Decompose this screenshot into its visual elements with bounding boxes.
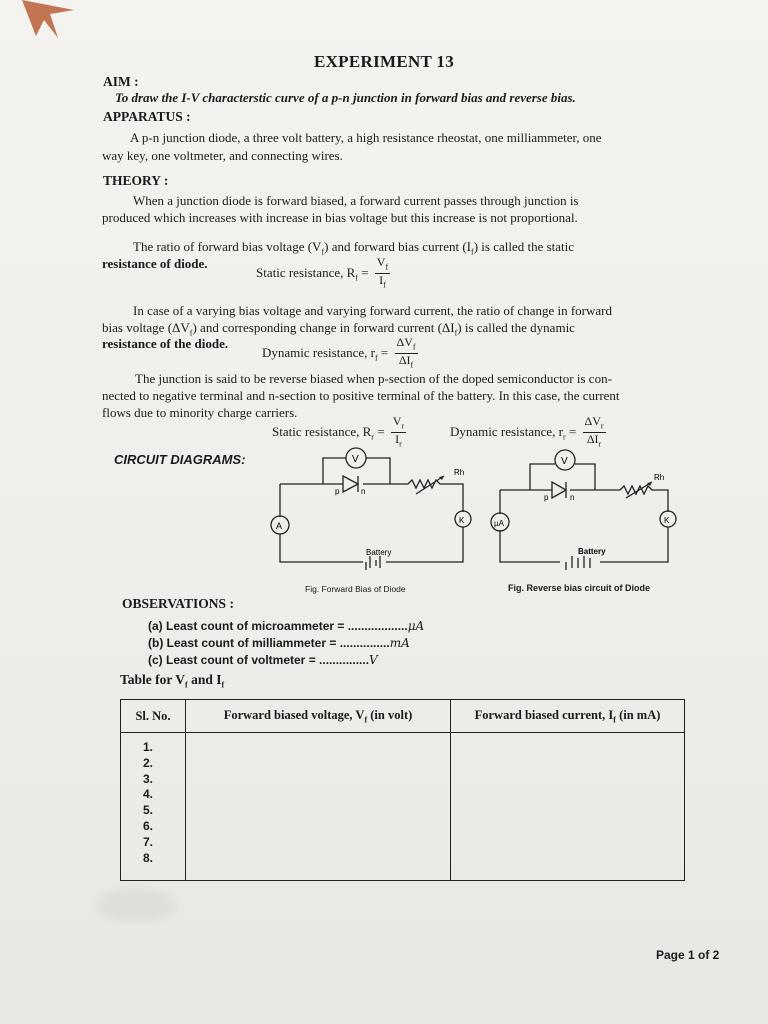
torn-corner bbox=[22, 0, 82, 50]
apparatus-line-2: way key, one voltmeter, and connecting wires. bbox=[102, 148, 343, 163]
table-body-row bbox=[121, 733, 685, 881]
table-header-row bbox=[121, 700, 685, 733]
theory-p1-line-2: produced which increases with increase in bias voltage but this increase is not proportional. bbox=[102, 210, 578, 225]
voltmeter-label: V bbox=[352, 454, 359, 465]
theory-p2-line-1: The ratio of forward bias voltage $(V_f)$ and forward bias current $(I_f)$ is called the static bbox=[133, 239, 575, 257]
table-row: 8. bbox=[143, 850, 154, 865]
table-row: 7. bbox=[143, 834, 154, 849]
static-resistance-reverse: Static resistance, $R_r$ = $\frac{V_r}{I_r}$ bbox=[272, 414, 405, 449]
ammeter-label: A bbox=[276, 521, 283, 531]
serial-numbers bbox=[121, 733, 186, 881]
rheostat-label-2: Rh bbox=[654, 473, 665, 482]
theory-p1-line-1: When a junction diode is forward biased, a forward current passes through junction is bbox=[133, 193, 579, 208]
theory-p3-line-2: bias voltage $(\Delta V_f)$ and corresponding change in forward current $(\Delta I_f)$ is called the dynamic bbox=[102, 320, 575, 338]
least-count-voltmeter: (c) Least count of voltmeter = ...............V bbox=[148, 653, 378, 667]
table-row: 1. bbox=[143, 740, 154, 754]
least-count-milliammeter: (b) Least count of milliammeter = ...............mA bbox=[148, 636, 410, 650]
table-row: 4. bbox=[143, 787, 154, 802]
col-sl-no: Sl. No. bbox=[121, 700, 186, 733]
n-label: n bbox=[361, 487, 366, 496]
voltage-cells bbox=[186, 733, 451, 881]
n-label-2: n bbox=[570, 493, 575, 502]
dynamic-resistance-forward: Dynamic resistance, $r_f$ = $\frac{\Delta V_f}{\Delta I_f}$ bbox=[262, 335, 416, 370]
table-row: 2. bbox=[143, 755, 154, 770]
apparatus-heading: APPARATUS : bbox=[103, 109, 191, 124]
table-row: 6. bbox=[143, 818, 154, 833]
dynamic-resistance-reverse: Dynamic resistance, $r_r$ = $\frac{\Delta V_r}{\Delta I_r}$ bbox=[450, 414, 604, 449]
rheostat-label: Rh bbox=[454, 468, 465, 477]
apparatus-line-1: A p-n junction diode, a three volt battery, a high resistance rheostat, one milliammeter, one bbox=[130, 130, 602, 145]
forward-figure-caption: Fig. Forward Bias of Diode bbox=[305, 584, 406, 594]
observation-table bbox=[120, 699, 685, 881]
page-title: EXPERIMENT 13 bbox=[313, 52, 455, 71]
battery-label: Battery bbox=[366, 548, 392, 557]
aim-text: To draw the I-V characterstic curve of a p-n junction in forward bias and reverse bias. bbox=[115, 90, 576, 105]
static-resistance-forward: Static resistance, $R_f$ = $\frac{V_f}{I_f}$ bbox=[256, 255, 389, 290]
key-label-2: K bbox=[664, 516, 670, 525]
paper-stain bbox=[96, 888, 176, 922]
theory-p2-line-2: resistance of diode. bbox=[102, 256, 208, 271]
col-current: Forward biased current, $I_f$ (in mA) bbox=[451, 700, 685, 733]
theory-p4-line-1: The junction is said to be reverse biased when p-section of the doped semiconductor is con- bbox=[135, 371, 612, 386]
theory-p3-line-3: resistance of the diode. bbox=[102, 336, 229, 351]
microammeter-label: µA bbox=[494, 519, 504, 528]
voltmeter-label-2: V bbox=[561, 456, 568, 467]
theory-p4-line-2: nected to negative terminal and n-section to positive terminal of the battery. In this case, the current bbox=[102, 388, 620, 403]
table-row: 5. bbox=[143, 803, 154, 818]
current-cells bbox=[451, 733, 685, 881]
table-title: Table for $V_f$ and $I_f$ bbox=[120, 672, 225, 690]
p-label: p bbox=[335, 487, 340, 496]
key-label: K bbox=[459, 516, 465, 525]
theory-p3-line-1: In case of a varying bias voltage and varying forward current, the ratio of change in forward bbox=[133, 303, 613, 318]
aim-heading: AIM : bbox=[103, 74, 139, 89]
col-voltage: Forward biased voltage, $V_f$ (in volt) bbox=[186, 700, 451, 733]
forward-bias-circuit bbox=[268, 442, 478, 582]
circuit-diagrams-heading: CIRCUIT DIAGRAMS: bbox=[114, 452, 246, 467]
least-count-microammeter: (a) Least count of microammeter = ..................μA bbox=[148, 619, 425, 633]
observations-heading: OBSERVATIONS : bbox=[122, 596, 234, 611]
theory-heading: THEORY : bbox=[103, 173, 169, 188]
reverse-bias-circuit bbox=[490, 442, 690, 582]
page-number: Page 1 of 2 bbox=[656, 948, 720, 962]
table-row: 3. bbox=[143, 771, 154, 786]
battery-label-2: Battery bbox=[578, 547, 606, 556]
reverse-figure-caption: Fig. Reverse bias circuit of Diode bbox=[508, 583, 651, 593]
theory-p4-line-3: flows due to minority charge carriers. bbox=[102, 405, 298, 420]
p-label-2: p bbox=[544, 493, 549, 502]
